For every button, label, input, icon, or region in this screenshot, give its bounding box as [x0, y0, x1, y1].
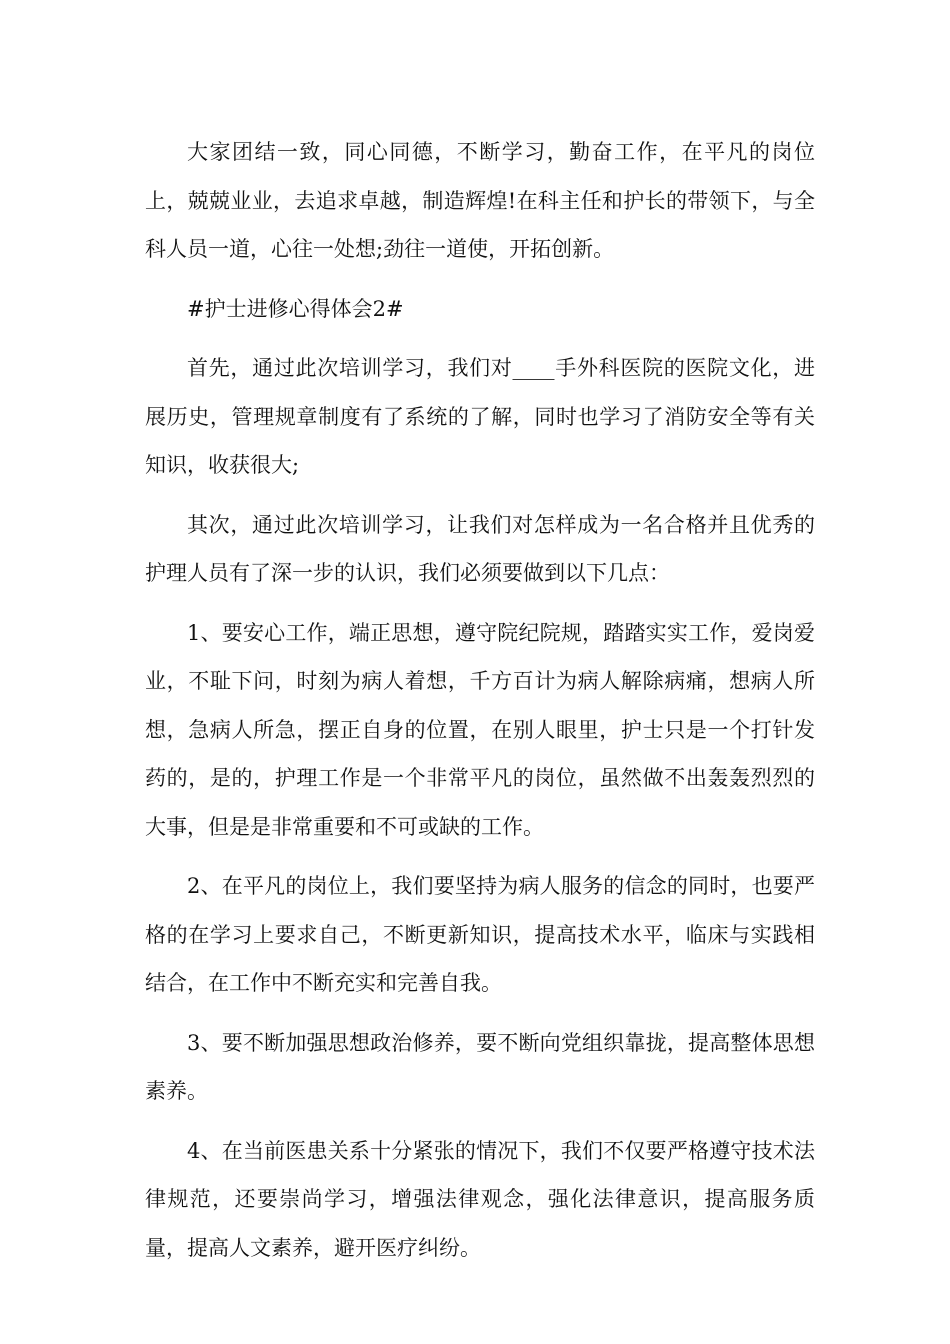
- list-item-1: 1、要安心工作，端正思想，遵守院纪院规，踏踏实实工作，爱岗爱业，不耻下问，时刻为病人着想，千方百计为病人解除病痛，想病人所想，急病人所急，摆正自身的位置，在别人眼里，护士只是一个打针发药的，是的，护理工作是一个非常平凡的岗位，虽然做不出轰轰烈烈的大事，但是是非常重要和不可或缺的工作。: [145, 620, 815, 839]
- list-item-3: 3、要不断加强思想政治修养，要不断向党组织靠拢，提高整体思想素养。: [145, 1030, 815, 1103]
- list-item-2: 2、在平凡的岗位上，我们要坚持为病人服务的信念的同时，也要严格的在学习上要求自己，不断更新知识，提高技术水平，临床与实践相结合，在工作中不断充实和完善自我。: [145, 874, 815, 995]
- paragraph-second: 其次，通过此次培训学习，让我们对怎样成为一名合格并且优秀的护理人员有了深一步的认识，我们必须要做到以下几点：: [145, 512, 815, 585]
- paragraph-team-unity: 大家团结一致，同心同德，不断学习，勤奋工作，在平凡的岗位上，兢兢业业，去追求卓越，制造辉煌!在科主任和护长的带领下，与全科人员一道，心往一处想;劲往一道使，开拓创新。: [145, 140, 815, 261]
- document-body: [145, 128, 815, 1283]
- section-heading: #护士进修心得体会2#: [187, 296, 404, 321]
- paragraph-first: 首先，通过此次培训学习，我们对____手外科医院的医院文化，进展历史，管理规章制度有了系统的了解，同时也学习了消防安全等有关知识，收获很大;: [145, 356, 815, 477]
- list-item-4: 4、在当前医患关系十分紧张的情况下，我们不仅要严格遵守技术法律规范，还要崇尚学习，增强法律观念，强化法律意识，提高服务质量，提高人文素养，避开医疗纠纷。: [145, 1138, 815, 1260]
